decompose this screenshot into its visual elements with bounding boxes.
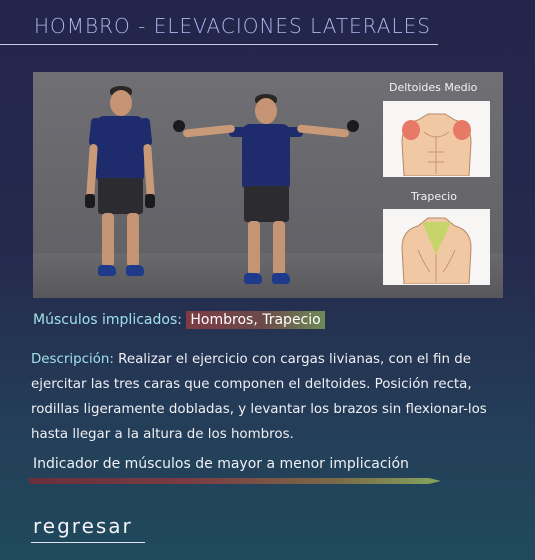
- dumbbell: [347, 120, 359, 132]
- person-raised-position: [173, 94, 358, 294]
- description-text: Realizar el ejercicio con cargas livianas, con el fin de ejercitar las tres caras que componen el deltoides. Posición recta, rodillas ligeramente dobladas, y levantar los brazos sin flexionar-los hasta llegar a la altura de los hombros.: [31, 352, 487, 442]
- muscle-card-trapecio: [383, 209, 490, 285]
- person-start-position: [88, 86, 153, 286]
- dumbbell: [85, 194, 95, 208]
- back-button[interactable]: regresar: [33, 514, 133, 538]
- muscle-card-deltoides: [383, 101, 490, 177]
- front-torso-icon: [384, 102, 489, 176]
- muscle-card-label-trapecio: Trapecio: [411, 190, 457, 203]
- muscles-implicated-label: Músculos implicados:: [33, 312, 182, 328]
- exercise-illustration-panel: [33, 72, 503, 298]
- back-button-underline: [31, 542, 145, 543]
- muscles-implicated: [33, 312, 325, 328]
- muscle-card-label-deltoides: Deltoides Medio: [389, 81, 478, 94]
- description-label: Descripción:: [31, 352, 114, 367]
- muscles-implicated-value: Hombros, Trapecio: [186, 311, 324, 329]
- dumbbell: [173, 120, 185, 132]
- exercise-description: [31, 347, 509, 447]
- dumbbell: [145, 194, 155, 208]
- back-torso-icon: [384, 210, 489, 284]
- indicator-label: Indicador de músculos de mayor a menor implicación: [33, 456, 409, 472]
- page-title: HOMBRO - ELEVACIONES LATERALES: [34, 14, 431, 38]
- muscle-involvement-gradient-bar: [29, 478, 441, 484]
- title-underline: [0, 44, 438, 45]
